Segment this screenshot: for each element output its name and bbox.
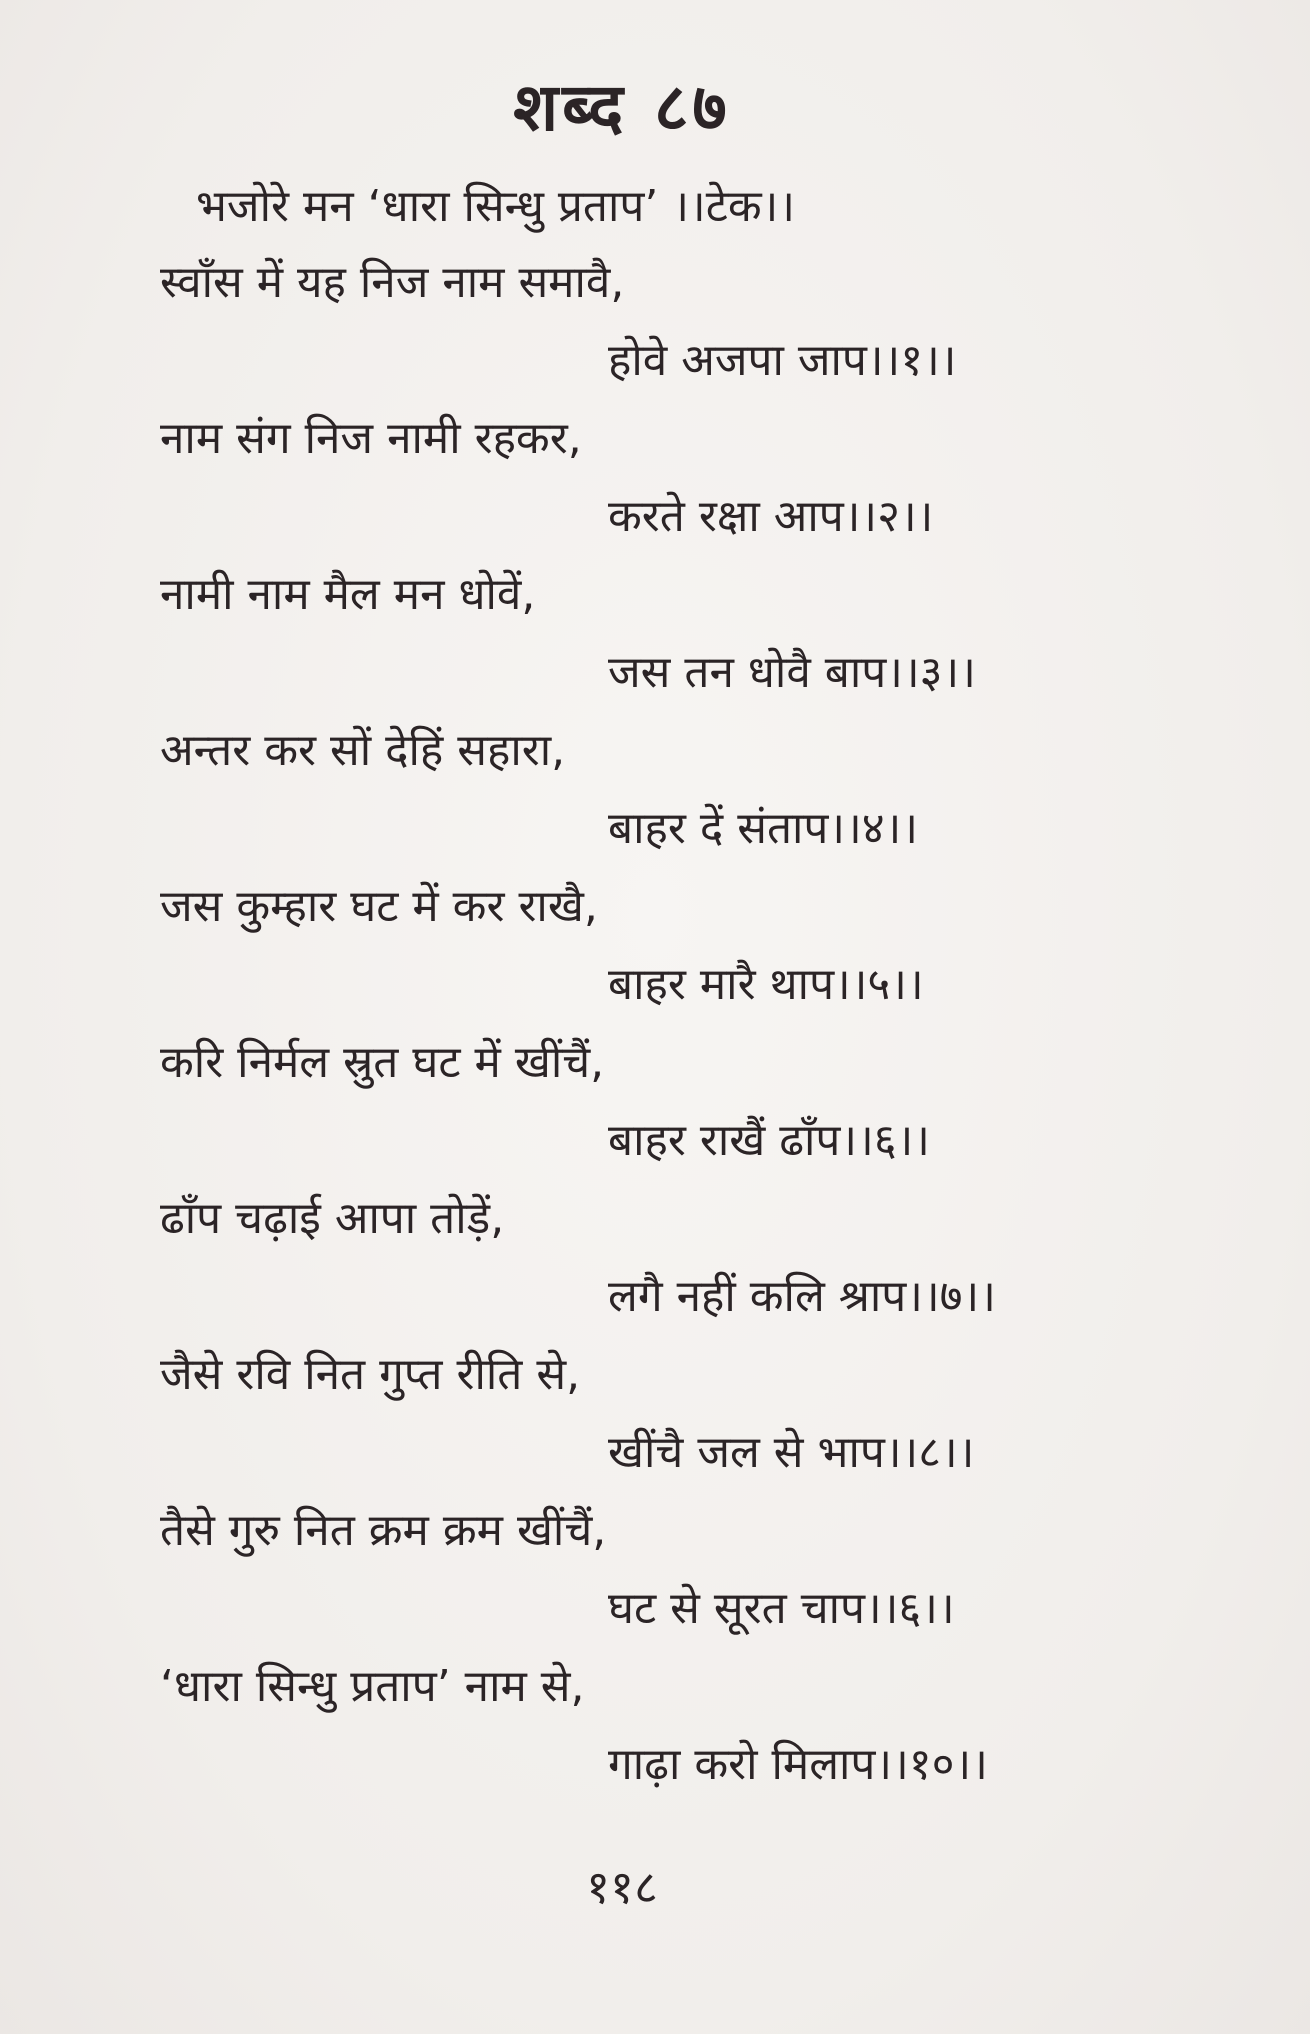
verse-line-4: अन्तर कर सों देहिं सहारा, bbox=[160, 725, 566, 776]
verse-line-7: ढाँप चढ़ाई आपा तोड़ें, bbox=[160, 1193, 505, 1244]
page-title: शब्द ८७ bbox=[513, 69, 731, 146]
tek-line: भजोरे मन ‘धारा सिन्धु प्रताप’ ।।टेक।। bbox=[196, 181, 796, 232]
verse-refrain-5: बाहर मारै थाप।।५।। bbox=[608, 959, 924, 1010]
verse-refrain-9: घट से सूरत चाप।।६।। bbox=[608, 1583, 955, 1634]
verse-line-6: करि निर्मल स्रुत घट में खींचैं, bbox=[160, 1037, 605, 1088]
page-number: ११८ bbox=[586, 1860, 658, 1914]
verse-line-3: नामी नाम मैल मन धोवें, bbox=[160, 569, 536, 620]
verse-line-8: जैसे रवि नित गुप्त रीति से, bbox=[160, 1349, 581, 1400]
verse-refrain-8: खींचै जल से भाप।।८।। bbox=[608, 1427, 975, 1478]
verse-refrain-1: होवे अजपा जाप।।१।। bbox=[608, 335, 957, 386]
verse-refrain-7: लगै नहीं कलि श्राप।।७।। bbox=[608, 1271, 996, 1322]
verse-line-5: जस कुम्हार घट में कर राखै, bbox=[160, 881, 598, 932]
verse-line-1: स्वाँस में यह निज नाम समावै, bbox=[160, 257, 625, 308]
verse-line-10: ‘धारा सिन्धु प्रताप’ नाम से, bbox=[160, 1661, 585, 1712]
verse-line-9: तैसे गुरु नित क्रम क्रम खींचैं, bbox=[160, 1505, 607, 1556]
verse-line-2: नाम संग निज नामी रहकर, bbox=[160, 413, 582, 464]
verse-refrain-2: करते रक्षा आप।।२।। bbox=[608, 491, 934, 542]
verse-refrain-6: बाहर राखैं ढाँप।।६।। bbox=[608, 1115, 930, 1166]
verse-refrain-4: बाहर दें संताप।।४।। bbox=[608, 803, 919, 854]
verse-refrain-3: जस तन धोवै बाप।।३।। bbox=[608, 647, 976, 698]
verse-refrain-10: गाढ़ा करो मिलाप।।१०।। bbox=[608, 1739, 988, 1790]
